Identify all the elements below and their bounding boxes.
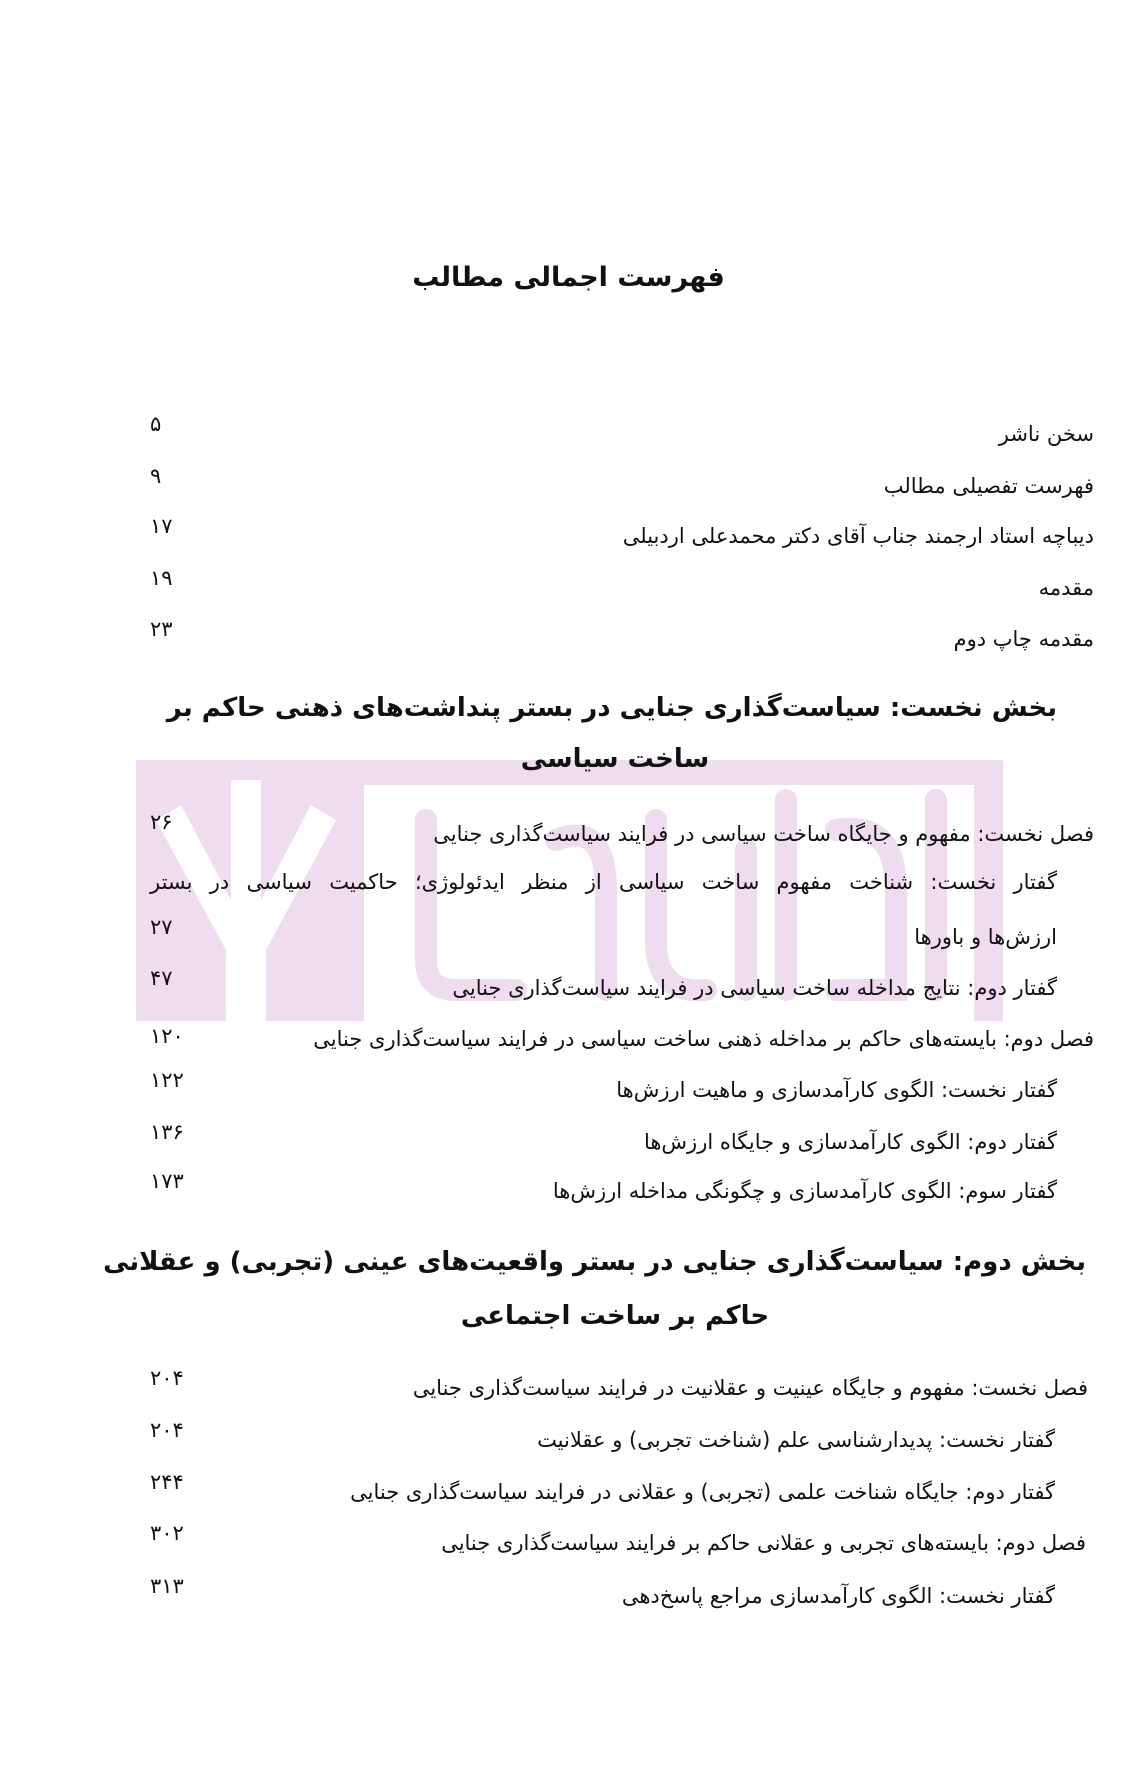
- toc-entry-page: ۲۷: [150, 915, 173, 939]
- toc-chapter: فصل دوم: بایسته‌های تجربی و عقلانی حاکم بر فرایند سیاست‌گذاری جنایی: [441, 1531, 1086, 1555]
- toc-entry-text: فهرست تفصیلی مطالب: [883, 474, 1094, 498]
- toc-entry-page: ۹: [150, 464, 162, 488]
- page-title: فهرست اجمالی مطالب: [412, 262, 725, 293]
- toc-section: گفتار نخست: الگوی کارآمدسازی مراجع پاسخ‌دهی: [621, 1584, 1055, 1608]
- toc-entry-page: ۳۰۲: [150, 1521, 184, 1545]
- toc-entry-page: ۲۶: [150, 810, 173, 834]
- toc-entry-text: دیباچه استاد ارجمند جناب آقای دکتر محمدعلی اردبیلی: [622, 524, 1094, 548]
- toc-section: گفتار نخست: شناخت مفهوم ساخت سیاسی از منظر ایدئولوژی؛ حاکمیت سیاسی در بستر: [150, 870, 1057, 894]
- toc-section: گفتار دوم: جایگاه شناخت علمی (تجربی) و عقلانی در فرایند سیاست‌گذاری جنایی: [350, 1480, 1055, 1504]
- toc-entry-page: ۲۴۴: [150, 1470, 184, 1494]
- toc-entry-page: ۲۰۴: [150, 1366, 184, 1390]
- toc-entry-text: مقدمه: [1038, 576, 1094, 600]
- toc-entry-page: ۱۷: [150, 514, 173, 538]
- toc-entry-page: ۳۱۳: [150, 1574, 184, 1598]
- toc-section: گفتار دوم: الگوی کارآمدسازی و جایگاه ارزش‌ها: [643, 1130, 1057, 1154]
- part-heading: بخش نخست: سیاست‌گذاری جنایی در بستر پنداشت‌های ذهنی حاکم بر: [166, 693, 1057, 723]
- toc-section: گفتار نخست: الگوی کارآمدسازی و ماهیت ارزش‌ها: [616, 1078, 1057, 1102]
- toc-entry-page: ۴۷: [150, 966, 173, 990]
- toc-chapter: فصل نخست: مفهوم و جایگاه عینیت و عقلانیت در فرایند سیاست‌گذاری جنایی: [412, 1376, 1088, 1400]
- toc-entry-text: سخن ناشر: [998, 422, 1094, 446]
- toc-entry-page: ۱۹: [150, 566, 173, 590]
- part-heading: بخش دوم: سیاست‌گذاری جنایی در بستر واقعیت‌های عینی (تجربی) و عقلانی: [103, 1247, 1086, 1277]
- part-heading-continued: حاکم بر ساخت اجتماعی: [460, 1301, 770, 1331]
- toc-section: گفتار دوم: نتایج مداخله ساخت سیاسی در فرایند سیاست‌گذاری جنایی: [452, 976, 1057, 1000]
- toc-entry-page: ۱۲۲: [150, 1068, 184, 1092]
- toc-section: گفتار نخست: پدیدارشناسی علم (شناخت تجربی) و عقلانیت: [537, 1428, 1055, 1452]
- toc-entry-page: ۵: [150, 412, 162, 436]
- toc-chapter: فصل نخست: مفهوم و جایگاه ساخت سیاسی در فرایند سیاست‌گذاری جنایی: [433, 822, 1094, 846]
- toc-entry-page: ۱۷۳: [150, 1169, 184, 1193]
- toc-chapter: فصل دوم: بایسته‌های حاکم بر مداخله ذهنی ساخت سیاسی در فرایند سیاست‌گذاری جنایی: [313, 1027, 1094, 1051]
- toc-section-continued: ارزش‌ها و باورها: [914, 925, 1057, 949]
- toc-entry-page: ۲۰۴: [150, 1418, 184, 1442]
- toc-section: گفتار سوم: الگوی کارآمدسازی و چگونگی مداخله ارزش‌ها: [552, 1179, 1057, 1203]
- toc-entry-page: ۱۲۰: [150, 1024, 184, 1048]
- toc-entry-page: ۱۳۶: [150, 1120, 184, 1144]
- toc-entry-page: ۲۳: [150, 617, 173, 641]
- part-heading-continued: ساخت سیاسی: [520, 744, 710, 774]
- toc-entry-text: مقدمه چاپ دوم: [953, 627, 1094, 651]
